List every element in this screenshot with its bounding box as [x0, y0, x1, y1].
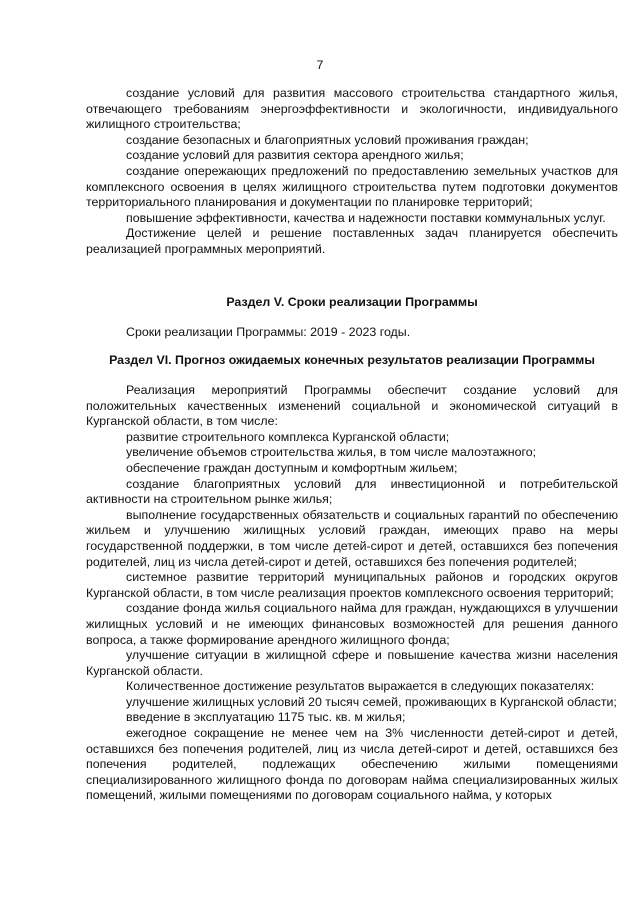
indicators-intro: Количественное достижение результатов выражается в следующих показателях: [126, 679, 595, 694]
goals-achievement-note: Достижение целей и решение поставленных задач планируется обеспечить реализацией программных мероприятий. [86, 226, 618, 256]
page-number: 7 [316, 58, 324, 72]
result-affordable-housing: обеспечение граждан доступным и комфортным жильем; [126, 460, 458, 475]
result-state-obligations: выполнение государственных обязательств и социальных гарантий по обеспечению жильем и улучшению жилищных условий граждан, имеющих право на меры государственной поддержки, в том числе детей-сирот и детей, оставшихся без попечения родителей, лиц из числа детей-сирот и детей, оставшихся без попечения родителей; [86, 507, 618, 569]
goal-land-plots: создание опережающих предложений по предоставлению земельных участков для комплексного освоения в целях жилищного строительства путем подготовки документов территориального планирования и документации по планировке территорий; [86, 163, 618, 210]
section-5-heading: Раздел V. Сроки реализации Программы [226, 295, 478, 309]
indicator-orphans-reduction: ежегодное сокращение не менее чем на 3% численности детей-сирот и детей, оставшихся без попечения родителей, лиц из числа детей-сирот и детей, оставшихся без попечения родителей, подлежащих обеспечению жилыми помещениями специализированного жилищного фонда по договорам найма специализированных жилых помещений, жилыми помещениями по договорам социального найма, у которых [86, 726, 618, 803]
goal-standard-housing: создание условий для развития массового строительства стандартного жилья, отвечающего требованиям энергоэффективности и экологичности, индивидуального жилищного строительства; [86, 86, 618, 132]
result-territorial-development: системное развитие территорий муниципальных районов и городских округов Курганской области, в том числе реализация проектов комплексного освоения территорий; [86, 570, 618, 600]
section-6-body [86, 383, 618, 804]
indicator-commissioning: введение в эксплуатацию 1175 тыс. кв. м жилья; [126, 710, 406, 725]
result-quality-of-life: улучшение ситуации в жилищной сфере и повышение качества жизни населения Курганской области. [86, 648, 618, 678]
goal-utilities: повышение эффективности, качества и надежности поставки коммунальных услуг. [126, 210, 606, 225]
goals-list [86, 86, 618, 258]
results-intro: Реализация мероприятий Программы обеспечит создание условий для положительных качественных изменений социальной и экономической ситуаций в Курганской области, в том числе: [86, 383, 618, 429]
result-housing-volume: увеличение объемов строительства жилья, в том числе малоэтажного; [126, 445, 537, 460]
goal-rental-housing: создание условий для развития сектора арендного жилья; [126, 148, 464, 163]
section-6-heading: Раздел VI. Прогноз ожидаемых конечных результатов реализации Программы [109, 353, 595, 367]
result-construction-complex: развитие строительного комплекса Курганской области; [126, 429, 450, 444]
result-social-housing-fund: создание фонда жилья социального найма для граждан, нуждающихся в улучшении жилищных условий и не имеющих финансовых возможностей для решения данного вопроса, а также формирование арендного жилищного фонда; [86, 601, 618, 647]
section-5-body [86, 325, 618, 341]
indicator-families: улучшение жилищных условий 20 тысяч семей, проживающих в Курганской области; [126, 694, 617, 709]
result-investment-conditions: создание благоприятных условий для инвестиционной и потребительской активности на строительном рынке жилья; [86, 476, 618, 507]
program-timeline: Сроки реализации Программы: 2019 - 2023 годы. [126, 325, 411, 339]
goal-safe-living: создание безопасных и благоприятных условий проживания граждан; [126, 132, 529, 147]
